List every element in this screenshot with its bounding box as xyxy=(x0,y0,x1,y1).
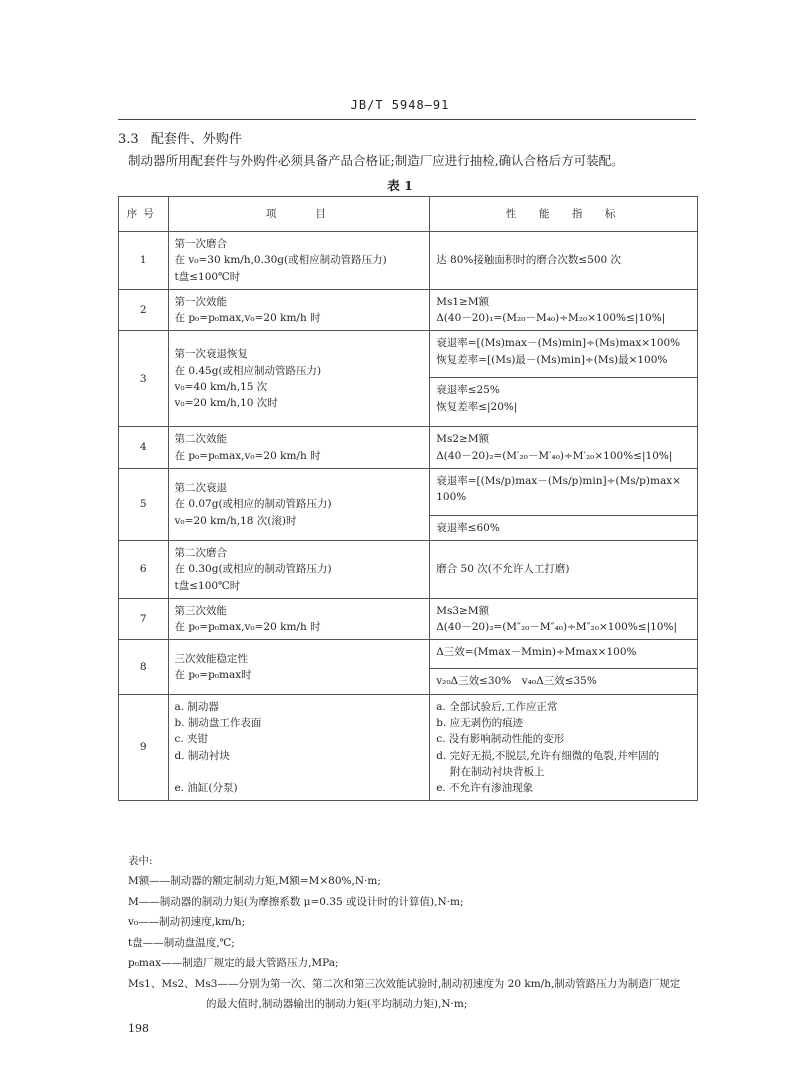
table-row xyxy=(119,598,698,640)
performance-line: 磨合 50 次(不允许人工打磨) xyxy=(436,563,570,576)
performance-line: 恢复差率=[(Ms)最－(Ms)min]÷(Ms)最×100% xyxy=(436,353,668,366)
performance-line: e. 不允许有渗油现象 xyxy=(436,782,534,795)
row-item xyxy=(168,331,430,427)
item-line: 在 p₀=p₀max,v₀=20 km/h 时 xyxy=(174,312,321,325)
row-performance xyxy=(430,694,698,801)
performance-line: 衰退率≤25% xyxy=(436,384,500,397)
table-row xyxy=(119,541,698,599)
performance-line: c. 没有影响制动性能的变形 xyxy=(436,733,565,746)
note-line: Ms1、Ms2、Ms3——分别为第一次、第二次和第三次效能试验时,制动初速度为 20 km/h,制动管路压力为制造厂规定 xyxy=(128,977,681,990)
row-number: 5 xyxy=(119,468,169,540)
item-line: v₀=40 km/h,15 次 xyxy=(174,380,268,393)
row-performance xyxy=(430,289,698,331)
item-line: c. 夹钳 xyxy=(174,733,209,746)
row-performance xyxy=(430,640,698,694)
header-no: 序号 xyxy=(119,197,169,232)
note-line: p₀max——制造厂规定的最大管路压力,MPa; xyxy=(128,957,339,970)
row-number: 9 xyxy=(119,694,169,801)
item-line: 在 p₀=p₀max,v₀=20 km/h 时 xyxy=(174,621,321,634)
table-row xyxy=(119,694,698,801)
performance-subcell xyxy=(430,469,697,515)
performance-subcell xyxy=(430,377,697,426)
item-line: 第一次磨合 xyxy=(174,238,227,250)
row-number: 6 xyxy=(119,541,169,599)
performance-line: Ms3≥M额 xyxy=(436,604,490,617)
item-line: 在 v₀=30 km/h,0.30g(或相应制动管路压力) xyxy=(174,254,387,267)
performance-line: 衰退率=[(Ms)max－(Ms)min]÷(Ms)max×100% xyxy=(436,337,681,350)
item-line: 第一次效能 xyxy=(174,295,227,308)
item-line: e. 油缸(分泵) xyxy=(174,782,238,795)
item-line: t盘≤100℃时 xyxy=(174,270,241,283)
row-performance xyxy=(430,468,698,540)
note-line: M——制动器的制动力矩(为摩擦系数 μ=0.35 或设计时的计算值),N·m; xyxy=(128,895,464,908)
item-line: 第一次衰退恢复 xyxy=(174,348,248,361)
section-heading xyxy=(118,128,250,147)
row-number: 1 xyxy=(119,232,169,290)
table-row xyxy=(119,427,698,469)
row-number: 8 xyxy=(119,640,169,694)
page-number: 198 xyxy=(128,1022,149,1035)
row-item xyxy=(168,289,430,331)
performance-line: d. 完好无损,不脱层,允许有细微的龟裂,并牢固的 xyxy=(436,749,660,762)
section-paragraph: 制动器所用配套件与外购件必须具备产品合格证;制造厂应进行抽检,确认合格后方可装配。 xyxy=(128,153,624,168)
performance-line: Δ(40－20)₂=(M′₂₀－M′₄₀)÷M′₂₀×100%≤|10%| xyxy=(436,449,673,462)
row-item xyxy=(168,598,430,640)
note-line: M额——制动器的额定制动力矩,M额=M×80%,N·m; xyxy=(128,875,381,888)
row-performance xyxy=(430,598,698,640)
row-item xyxy=(168,694,430,801)
performance-line: v₂₀Δ三效≤30% v₄₀Δ三效≤35% xyxy=(436,675,597,688)
table-row xyxy=(119,640,698,694)
row-performance xyxy=(430,232,698,290)
performance-line: Δ(40－20)₃=(M″₂₀－M″₄₀)÷M″₂₀×100%≤|10%| xyxy=(436,621,678,634)
performance-subcell xyxy=(430,331,697,377)
row-number: 3 xyxy=(119,331,169,427)
row-item xyxy=(168,640,430,694)
item-line: 第二次衰退 xyxy=(174,482,227,495)
table-caption: 表 1 xyxy=(387,178,413,193)
notes-label: 表中: xyxy=(128,855,153,867)
row-number: 7 xyxy=(119,598,169,640)
row-number: 4 xyxy=(119,427,169,469)
item-line: 在 p₀=p₀max时 xyxy=(174,669,252,682)
table-row xyxy=(119,331,698,427)
performance-subcell xyxy=(430,668,697,693)
item-line: t盘≤100℃时 xyxy=(174,579,241,592)
item-line: d. 制动衬块 xyxy=(174,749,230,762)
performance-line: Ms2≥M额 xyxy=(436,433,490,446)
item-line: 在 p₀=p₀max,v₀=20 km/h 时 xyxy=(174,449,321,462)
item-line: 在 0.07g(或相应的制动管路压力) xyxy=(174,498,332,511)
performance-line: 达 80%接触面积时的磨合次数≤500 次 xyxy=(436,254,622,267)
performance-line: b. 应无剥伤的痕迹 xyxy=(436,716,524,729)
table-notes xyxy=(128,851,698,1015)
item-line xyxy=(175,764,424,780)
section-number: 3.3 xyxy=(118,132,139,147)
note-continuation: 的最大值时,制动器输出的制动力矩(平均制动力矩),N·m; xyxy=(206,998,468,1011)
item-line: 第二次磨合 xyxy=(174,547,227,560)
item-line: 在 0.45g(或相应制动管路压力) xyxy=(174,364,322,377)
row-performance xyxy=(430,541,698,599)
performance-line: Δ(40－20)₁=(M₂₀－M₄₀)÷M₂₀×100%≤|10%| xyxy=(436,312,666,325)
row-number: 2 xyxy=(119,289,169,331)
item-line: 三次效能稳定性 xyxy=(174,652,248,665)
performance-line: a. 全部试验后,工作应正常 xyxy=(436,700,558,713)
item-line: 第二次效能 xyxy=(174,433,227,446)
note-line: t盘——制动盘温度,℃; xyxy=(128,936,235,949)
table-row xyxy=(119,289,698,331)
row-item xyxy=(168,427,430,469)
performance-line: 100% xyxy=(436,491,467,504)
performance-line: Ms1≥M额 xyxy=(436,295,490,308)
performance-line: 恢复差率≤|20%| xyxy=(436,400,518,413)
row-item xyxy=(168,232,430,290)
table-header-row xyxy=(119,197,698,232)
item-line: b. 制动盘工作表面 xyxy=(174,716,262,729)
item-line: a. 制动器 xyxy=(174,700,219,713)
item-line: 在 0.30g(或相应的制动管路压力) xyxy=(174,563,332,576)
header-item: 项 目 xyxy=(168,197,430,232)
item-line: 第三次效能 xyxy=(174,604,227,617)
note-line: v₀——制动初速度,km/h; xyxy=(128,916,246,929)
table-row xyxy=(119,468,698,540)
header-rule xyxy=(118,119,696,120)
performance-line: 衰退率≤60% xyxy=(436,521,500,534)
document-header: JB/T 5948—91 xyxy=(350,98,450,112)
performance-subcell xyxy=(430,515,697,540)
item-line: v₀=20 km/h,10 次时 xyxy=(174,397,278,410)
table-row xyxy=(119,232,698,290)
row-performance xyxy=(430,331,698,427)
row-item xyxy=(168,541,430,599)
row-item xyxy=(168,468,430,540)
row-performance xyxy=(430,427,698,469)
performance-line: 衰退率=[(Ms/p)max－(Ms/p)min]÷(Ms/p)max× xyxy=(436,474,681,487)
section-title: 配套件、外购件 xyxy=(150,132,242,147)
item-line: v₀=20 km/h,18 次(滚)时 xyxy=(174,514,297,527)
header-performance: 性 能 指 标 xyxy=(430,197,698,232)
performance-subcell xyxy=(430,640,697,668)
performance-line: Δ三效=(Mmax－Mmin)÷Mmax×100% xyxy=(436,646,637,659)
performance-line: 附在制动衬块背板上 xyxy=(436,765,545,778)
performance-table xyxy=(118,196,698,801)
